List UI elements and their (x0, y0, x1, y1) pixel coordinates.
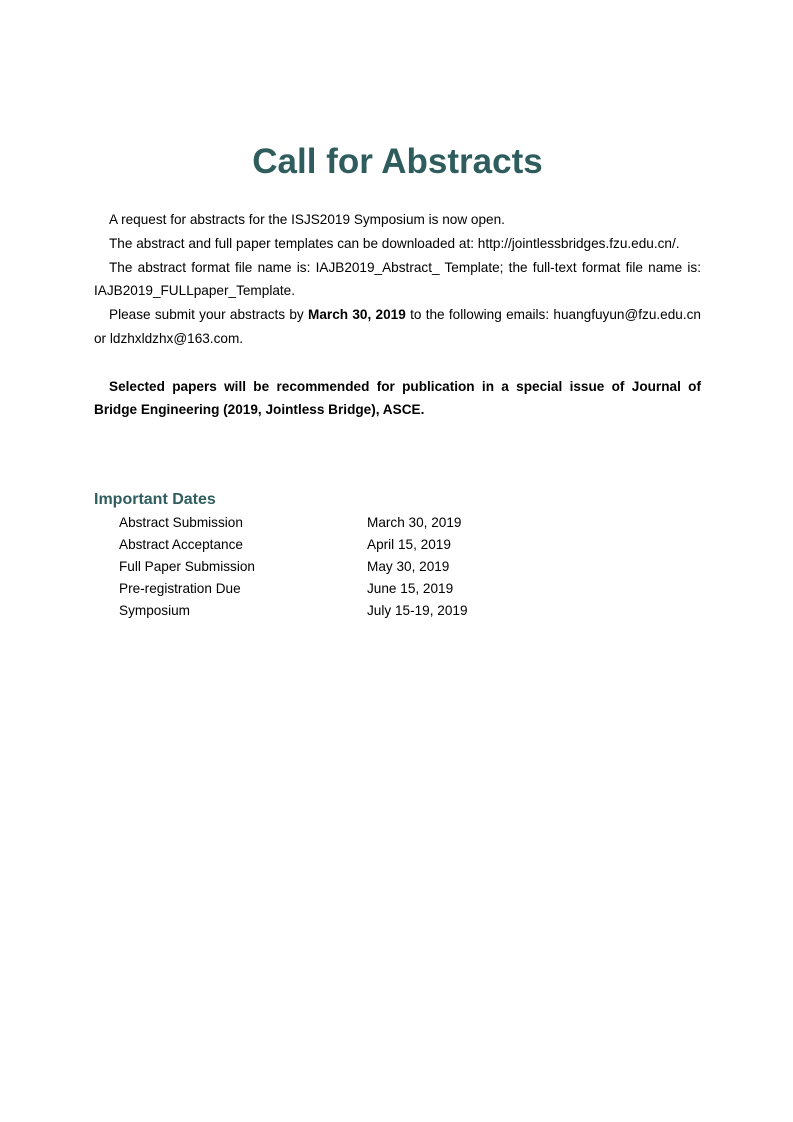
date-value: May 30, 2019 (367, 559, 450, 574)
submission-text-end: to the following emails: huangfuyun@fzu.edu.cn or ldzhxldzhx@163.com. (94, 307, 701, 346)
publication-note: Selected papers will be recommended for publication in a special issue of Journal of Bridge Engineering (2019, Jointless Bridge), ASCE. (94, 378, 701, 418)
date-row (119, 600, 567, 622)
date-value: July 15-19, 2019 (367, 603, 468, 618)
important-dates-heading: Important Dates (94, 491, 216, 508)
deadline-date: March 30, 2019 (308, 307, 406, 323)
submission-paragraph (94, 303, 701, 351)
paragraph-spacer (94, 351, 701, 375)
date-event: Abstract Submission (119, 515, 243, 530)
submission-text-start: Please submit your abstracts by (109, 307, 309, 323)
intro-paragraph: A request for abstracts for the ISJS2019 Symposium is now open. (109, 212, 505, 227)
date-row (119, 578, 567, 600)
date-event: Abstract Acceptance (119, 537, 243, 552)
format-paragraph: The abstract format file name is: IAJB2019_Abstract_ Template; the full-text format file name is: IAJB2019_FULLpaper_Template. (94, 259, 701, 299)
important-dates-list (119, 512, 567, 622)
call-body (94, 208, 701, 422)
date-event: Symposium (119, 603, 191, 618)
page-title: Call for Abstracts (252, 142, 543, 181)
date-value: March 30, 2019 (367, 515, 462, 530)
date-row (119, 534, 567, 556)
date-row (119, 556, 567, 578)
date-event: Full Paper Submission (119, 559, 255, 574)
templates-paragraph: The abstract and full paper templates can be downloaded at: http://jointlessbridges.fzu.edu.cn/. (109, 235, 680, 251)
date-value: April 15, 2019 (367, 537, 451, 552)
date-row (119, 512, 567, 534)
date-event: Pre-registration Due (119, 581, 241, 596)
date-value: June 15, 2019 (367, 581, 454, 596)
